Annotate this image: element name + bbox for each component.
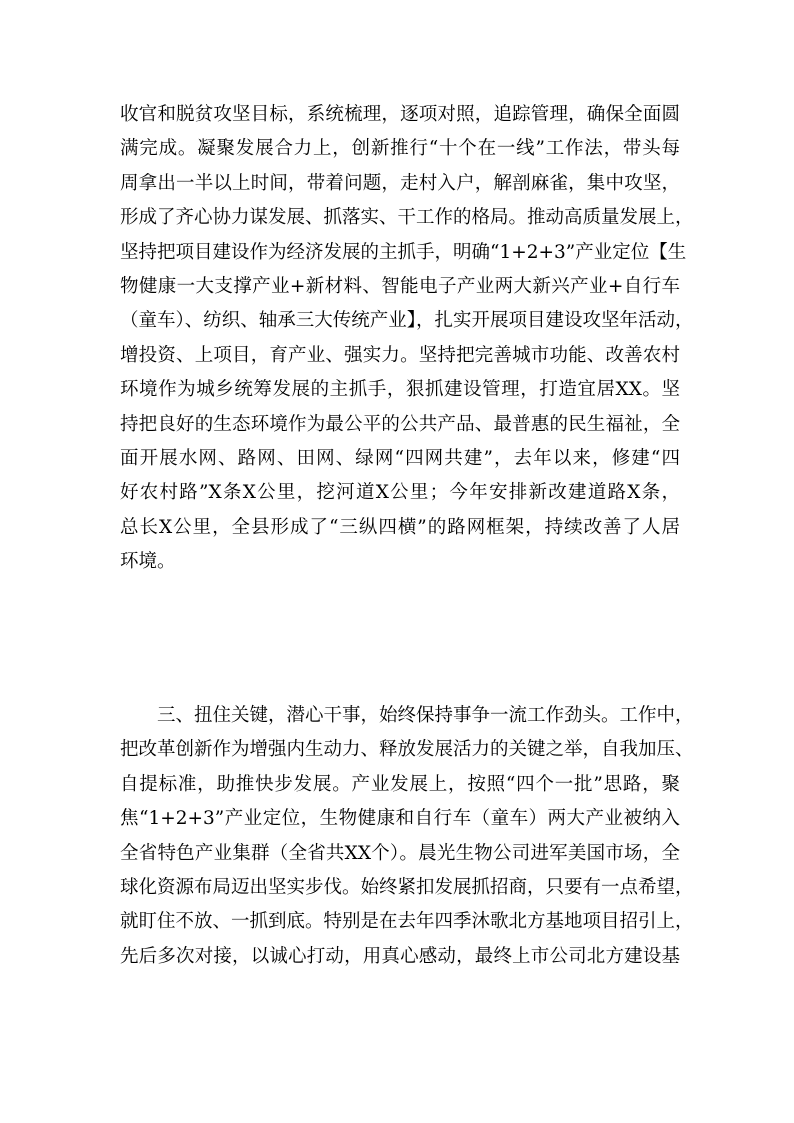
paragraph-line: 形成了齐心协力谋发展、抓落实、干工作的格局。推动高质量发展上，: [120, 207, 694, 229]
paragraph-line: 增投资、上项目，育产业、强实力。坚持把完善城市功能、改善农村: [120, 344, 680, 366]
paragraph-line: 物健康一大支撑产业+新材料、智能电子产业两大新兴产业+自行车: [120, 275, 680, 297]
paragraph-line: 环境作为城乡统筹发展的主抓手，狠抓建设管理，打造宜居XX。坚: [120, 379, 680, 401]
paragraph-line: 坚持把项目建设作为经济发展的主抓手，明确“1+2+3”产业定位【生: [120, 241, 687, 263]
paragraph-2: [120, 699, 694, 974]
paragraph-line: 周拿出一半以上时间，带着问题，走村入户，解剖麻雀，集中攻坚，: [120, 172, 680, 194]
paragraph-line: 球化资源布局迈出坚实步伐。始终紧扣发展抓招商，只要有一点希望，: [120, 876, 694, 898]
paragraph-1: [120, 98, 694, 579]
paragraph-line: 持把良好的生态环境作为最公平的公共产品、最普惠的民生福祉，全: [120, 413, 680, 435]
paragraph-line: 全省特色产业集群（全省共XX个）。晨光生物公司进军美国市场，全: [120, 842, 680, 864]
paragraph-line: 先后多次对接，以诚心打动，用真心感动，最终上市公司北方建设基: [120, 945, 680, 967]
paragraph-line: 把改革创新作为增强内生动力、释放发展活力的关键之举，自我加压、: [120, 739, 694, 761]
paragraph-line: 好农村路”X条X公里，挖河道X公里；今年安排新改建道路X条，: [120, 482, 680, 504]
paragraph-line: 总长X公里，全县形成了“三纵四横”的路网框架，持续改善了人居: [120, 516, 680, 538]
paragraph-line: 环境。: [120, 551, 176, 573]
paragraph-line: （童车）、纺织、轴承三大传统产业】，扎实开展项目建设攻坚年活动，: [120, 310, 694, 332]
paragraph-line: 面开展水网、路网、田网、绿网“四网共建”，去年以来，修建“四: [120, 447, 680, 469]
paragraph-line: 自提标准，助推快步发展。产业发展上，按照“四个一批”思路，聚: [120, 773, 680, 795]
paragraph-line: 焦“1+2+3”产业定位，生物健康和自行车（童车）两大产业被纳入: [120, 808, 680, 830]
paragraph-line: 收官和脱贫攻坚目标，系统梳理，逐项对照，追踪管理，确保全面圆: [120, 104, 680, 125]
paragraph-line: 就盯住不放、一抓到底。特别是在去年四季沐歌北方基地项目招引上，: [120, 911, 694, 933]
paragraph-line: 三、扭住关键，潜心干事，始终保持事争一流工作劲头。工作中，: [120, 705, 694, 726]
paragraph-line: 满完成。凝聚发展合力上，创新推行“十个在一线”工作法，带头每: [120, 138, 680, 160]
